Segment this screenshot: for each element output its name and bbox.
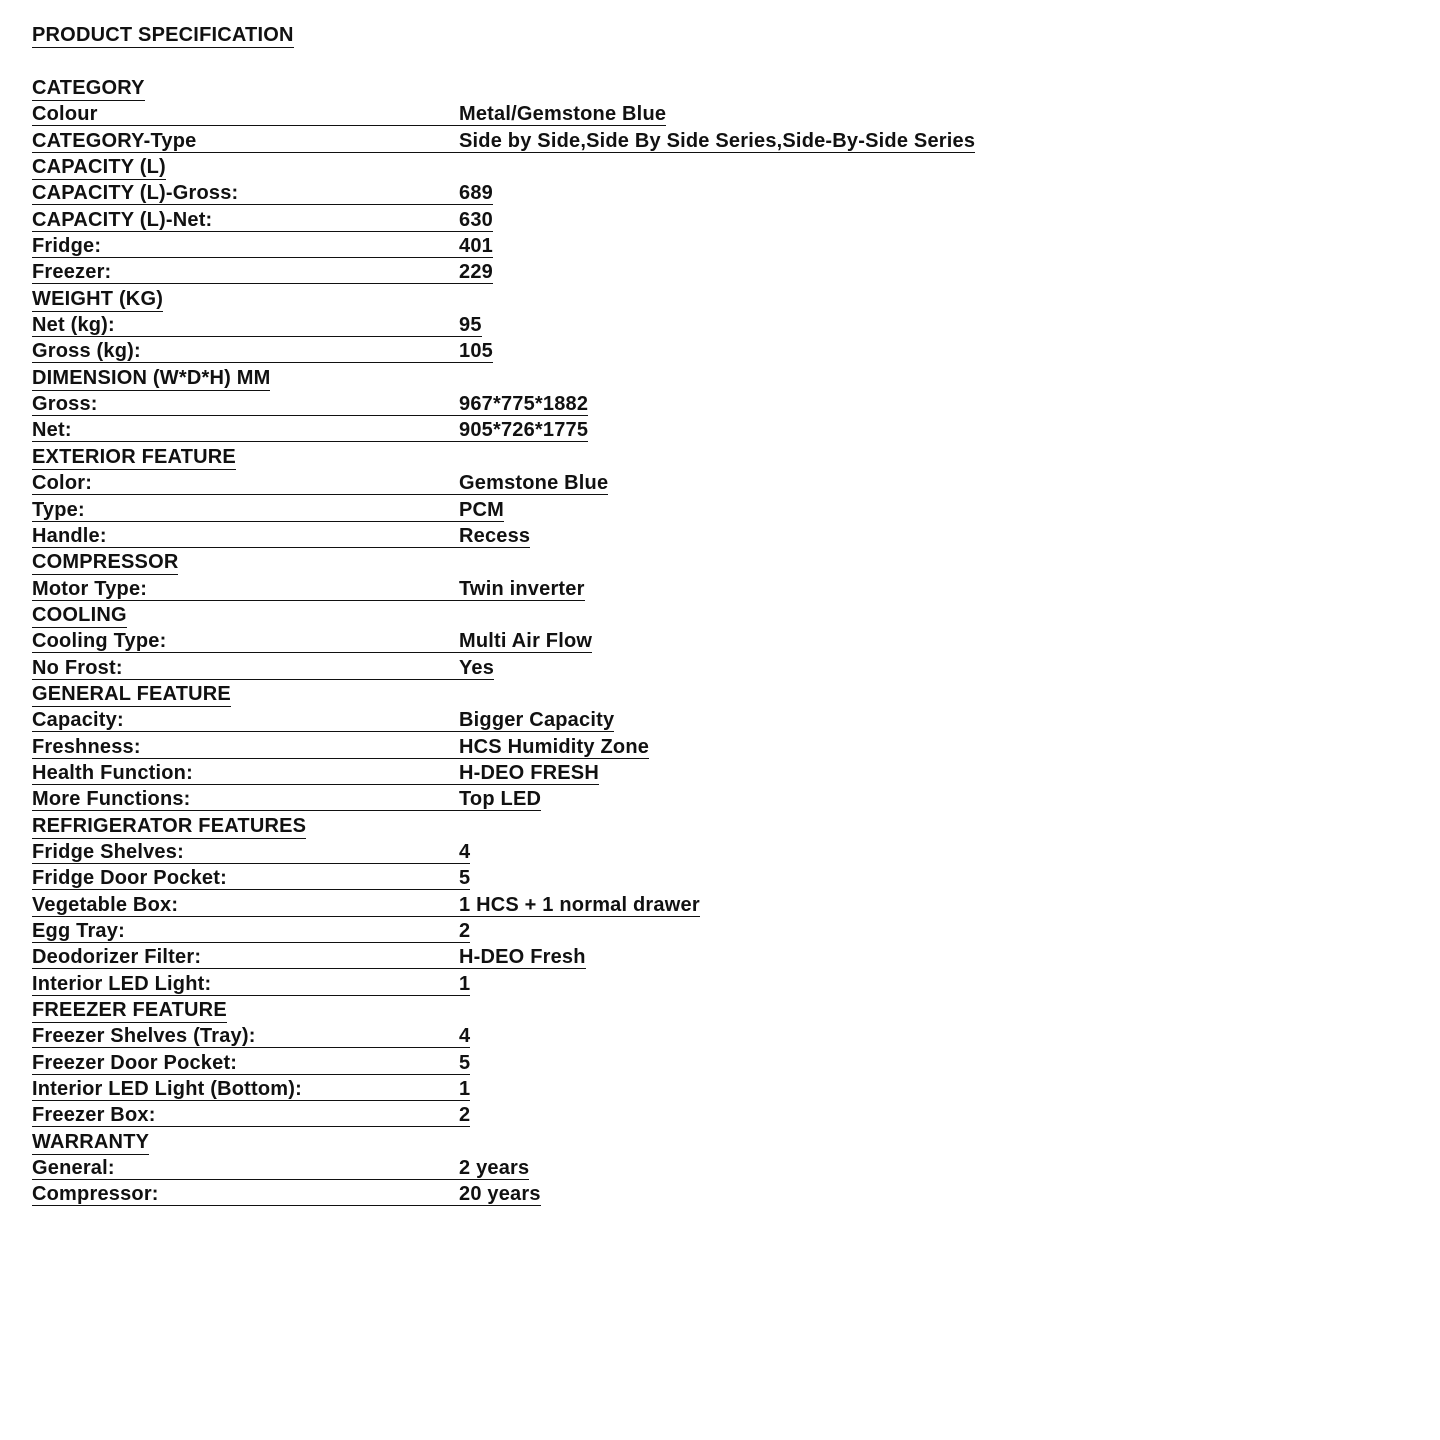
spec-row — [32, 180, 1132, 206]
section-heading — [32, 549, 1132, 575]
spec-value: 630 — [459, 208, 493, 231]
spec-row — [32, 918, 1132, 944]
spec-label: Egg Tray: — [32, 918, 459, 943]
spec-value: Twin inverter — [459, 577, 585, 600]
section-heading — [32, 365, 1132, 391]
spec-row — [32, 865, 1132, 891]
spec-label: Freezer Door Pocket: — [32, 1050, 459, 1075]
section-heading-text: WEIGHT (KG) — [32, 287, 164, 310]
spec-label: No Frost: — [32, 655, 459, 680]
spec-row — [32, 101, 1132, 127]
spec-row — [32, 470, 1132, 496]
spec-value: Top LED — [459, 788, 542, 811]
spec-value: Multi Air Flow — [459, 630, 593, 653]
section-heading — [32, 286, 1132, 312]
section-heading — [32, 444, 1132, 470]
spec-value: 1 HCS + 1 normal drawer — [459, 893, 700, 916]
spec-value: 5 — [459, 867, 471, 890]
section-heading-text: CAPACITY (L) — [32, 156, 166, 179]
spec-row — [32, 1102, 1132, 1128]
spec-label: Interior LED Light (Bottom): — [32, 1076, 459, 1101]
spec-value: 1 — [459, 1078, 471, 1101]
page-title — [32, 22, 1132, 48]
spec-value: Metal/Gemstone Blue — [459, 103, 667, 126]
spec-row — [32, 128, 1132, 154]
spec-value: 229 — [459, 261, 493, 284]
spec-label: Type: — [32, 497, 459, 522]
spec-value: H-DEO Fresh — [459, 946, 586, 969]
section-heading-text: WARRANTY — [32, 1130, 150, 1153]
spec-label: Colour — [32, 101, 459, 126]
spec-row — [32, 1155, 1132, 1181]
page-title-text: PRODUCT SPECIFICATION — [32, 24, 294, 46]
spec-label: CATEGORY-Type — [32, 128, 459, 153]
spec-value: 5 — [459, 1051, 471, 1074]
spec-row — [32, 628, 1132, 654]
spec-label: Interior LED Light: — [32, 971, 459, 996]
section-heading — [32, 997, 1132, 1023]
spec-value: 95 — [459, 314, 482, 337]
spec-row — [32, 734, 1132, 760]
section-heading — [32, 602, 1132, 628]
spec-label: Freezer Shelves (Tray): — [32, 1023, 459, 1048]
spec-label: Health Function: — [32, 760, 459, 785]
section-heading — [32, 813, 1132, 839]
section-heading — [32, 681, 1132, 707]
spec-value: 905*726*1775 — [459, 419, 589, 442]
section-heading-text: CATEGORY — [32, 77, 145, 99]
spec-value: Gemstone Blue — [459, 472, 609, 495]
spec-label: Net: — [32, 417, 459, 442]
spec-row — [32, 760, 1132, 786]
spec-value: 689 — [459, 182, 493, 205]
spec-value: 401 — [459, 235, 493, 258]
spec-row — [32, 944, 1132, 970]
spec-value: 1 — [459, 972, 471, 995]
spec-label: Cooling Type: — [32, 628, 459, 653]
spec-value: 20 years — [459, 1183, 541, 1206]
spec-row — [32, 312, 1132, 338]
title-spacer — [32, 48, 1132, 75]
spec-row — [32, 707, 1132, 733]
section-heading-text: REFRIGERATOR FEATURES — [32, 814, 307, 837]
spec-label: Freezer Box: — [32, 1102, 459, 1127]
spec-label: Capacity: — [32, 707, 459, 732]
section-heading-text: COMPRESSOR — [32, 551, 179, 574]
spec-label: More Functions: — [32, 786, 459, 811]
spec-row — [32, 207, 1132, 233]
spec-label: Deodorizer Filter: — [32, 944, 459, 969]
spec-document — [32, 22, 1132, 1208]
spec-row — [32, 1076, 1132, 1102]
spec-value: Yes — [459, 656, 495, 679]
spec-value: 967*775*1882 — [459, 393, 589, 416]
spec-value: H-DEO FRESH — [459, 761, 599, 784]
spec-row — [32, 892, 1132, 918]
section-heading-text: DIMENSION (W*D*H) MM — [32, 366, 271, 389]
spec-value: Recess — [459, 524, 531, 547]
spec-row — [32, 259, 1132, 285]
spec-value: 2 years — [459, 1157, 530, 1180]
spec-value: 4 — [459, 840, 471, 863]
spec-row — [32, 497, 1132, 523]
spec-row — [32, 523, 1132, 549]
spec-value: 2 — [459, 920, 471, 942]
spec-label: Handle: — [32, 523, 459, 548]
section-heading-text: GENERAL FEATURE — [32, 682, 231, 705]
spec-label: CAPACITY (L)-Net: — [32, 207, 459, 232]
spec-label: Fridge Door Pocket: — [32, 865, 459, 890]
section-heading — [32, 1129, 1132, 1155]
spec-label: Compressor: — [32, 1181, 459, 1206]
spec-label: Color: — [32, 470, 459, 495]
spec-row — [32, 839, 1132, 865]
spec-label: Fridge Shelves: — [32, 839, 459, 864]
spec-label: General: — [32, 1155, 459, 1180]
spec-value: PCM — [459, 498, 505, 521]
spec-row — [32, 655, 1132, 681]
spec-row — [32, 1023, 1132, 1049]
spec-label: CAPACITY (L)-Gross: — [32, 180, 459, 205]
spec-row — [32, 233, 1132, 259]
spec-value: 2 — [459, 1104, 471, 1127]
spec-value: Bigger Capacity — [459, 709, 615, 732]
spec-label: Motor Type: — [32, 576, 459, 601]
section-heading — [32, 154, 1132, 180]
spec-label: Freezer: — [32, 259, 459, 284]
spec-row — [32, 786, 1132, 812]
spec-row — [32, 971, 1132, 997]
spec-value: Side by Side,Side By Side Series,Side-By-Side Series — [459, 129, 976, 152]
spec-label: Fridge: — [32, 233, 459, 258]
section-heading-text: COOLING — [32, 603, 127, 626]
spec-row — [32, 391, 1132, 417]
spec-label: Gross: — [32, 391, 459, 416]
spec-row — [32, 576, 1132, 602]
spec-value: 105 — [459, 340, 493, 363]
section-heading-text: FREEZER FEATURE — [32, 999, 227, 1022]
spec-label: Gross (kg): — [32, 338, 459, 363]
spec-label: Vegetable Box: — [32, 892, 459, 917]
section-heading — [32, 75, 1132, 101]
spec-row — [32, 1050, 1132, 1076]
spec-value: 4 — [459, 1025, 471, 1048]
spec-row — [32, 417, 1132, 443]
spec-label: Freshness: — [32, 734, 459, 759]
section-heading-text: EXTERIOR FEATURE — [32, 445, 236, 468]
spec-row — [32, 1181, 1132, 1207]
spec-row — [32, 338, 1132, 364]
spec-label: Net (kg): — [32, 312, 459, 337]
spec-table — [32, 75, 1132, 1208]
spec-value: HCS Humidity Zone — [459, 735, 650, 758]
